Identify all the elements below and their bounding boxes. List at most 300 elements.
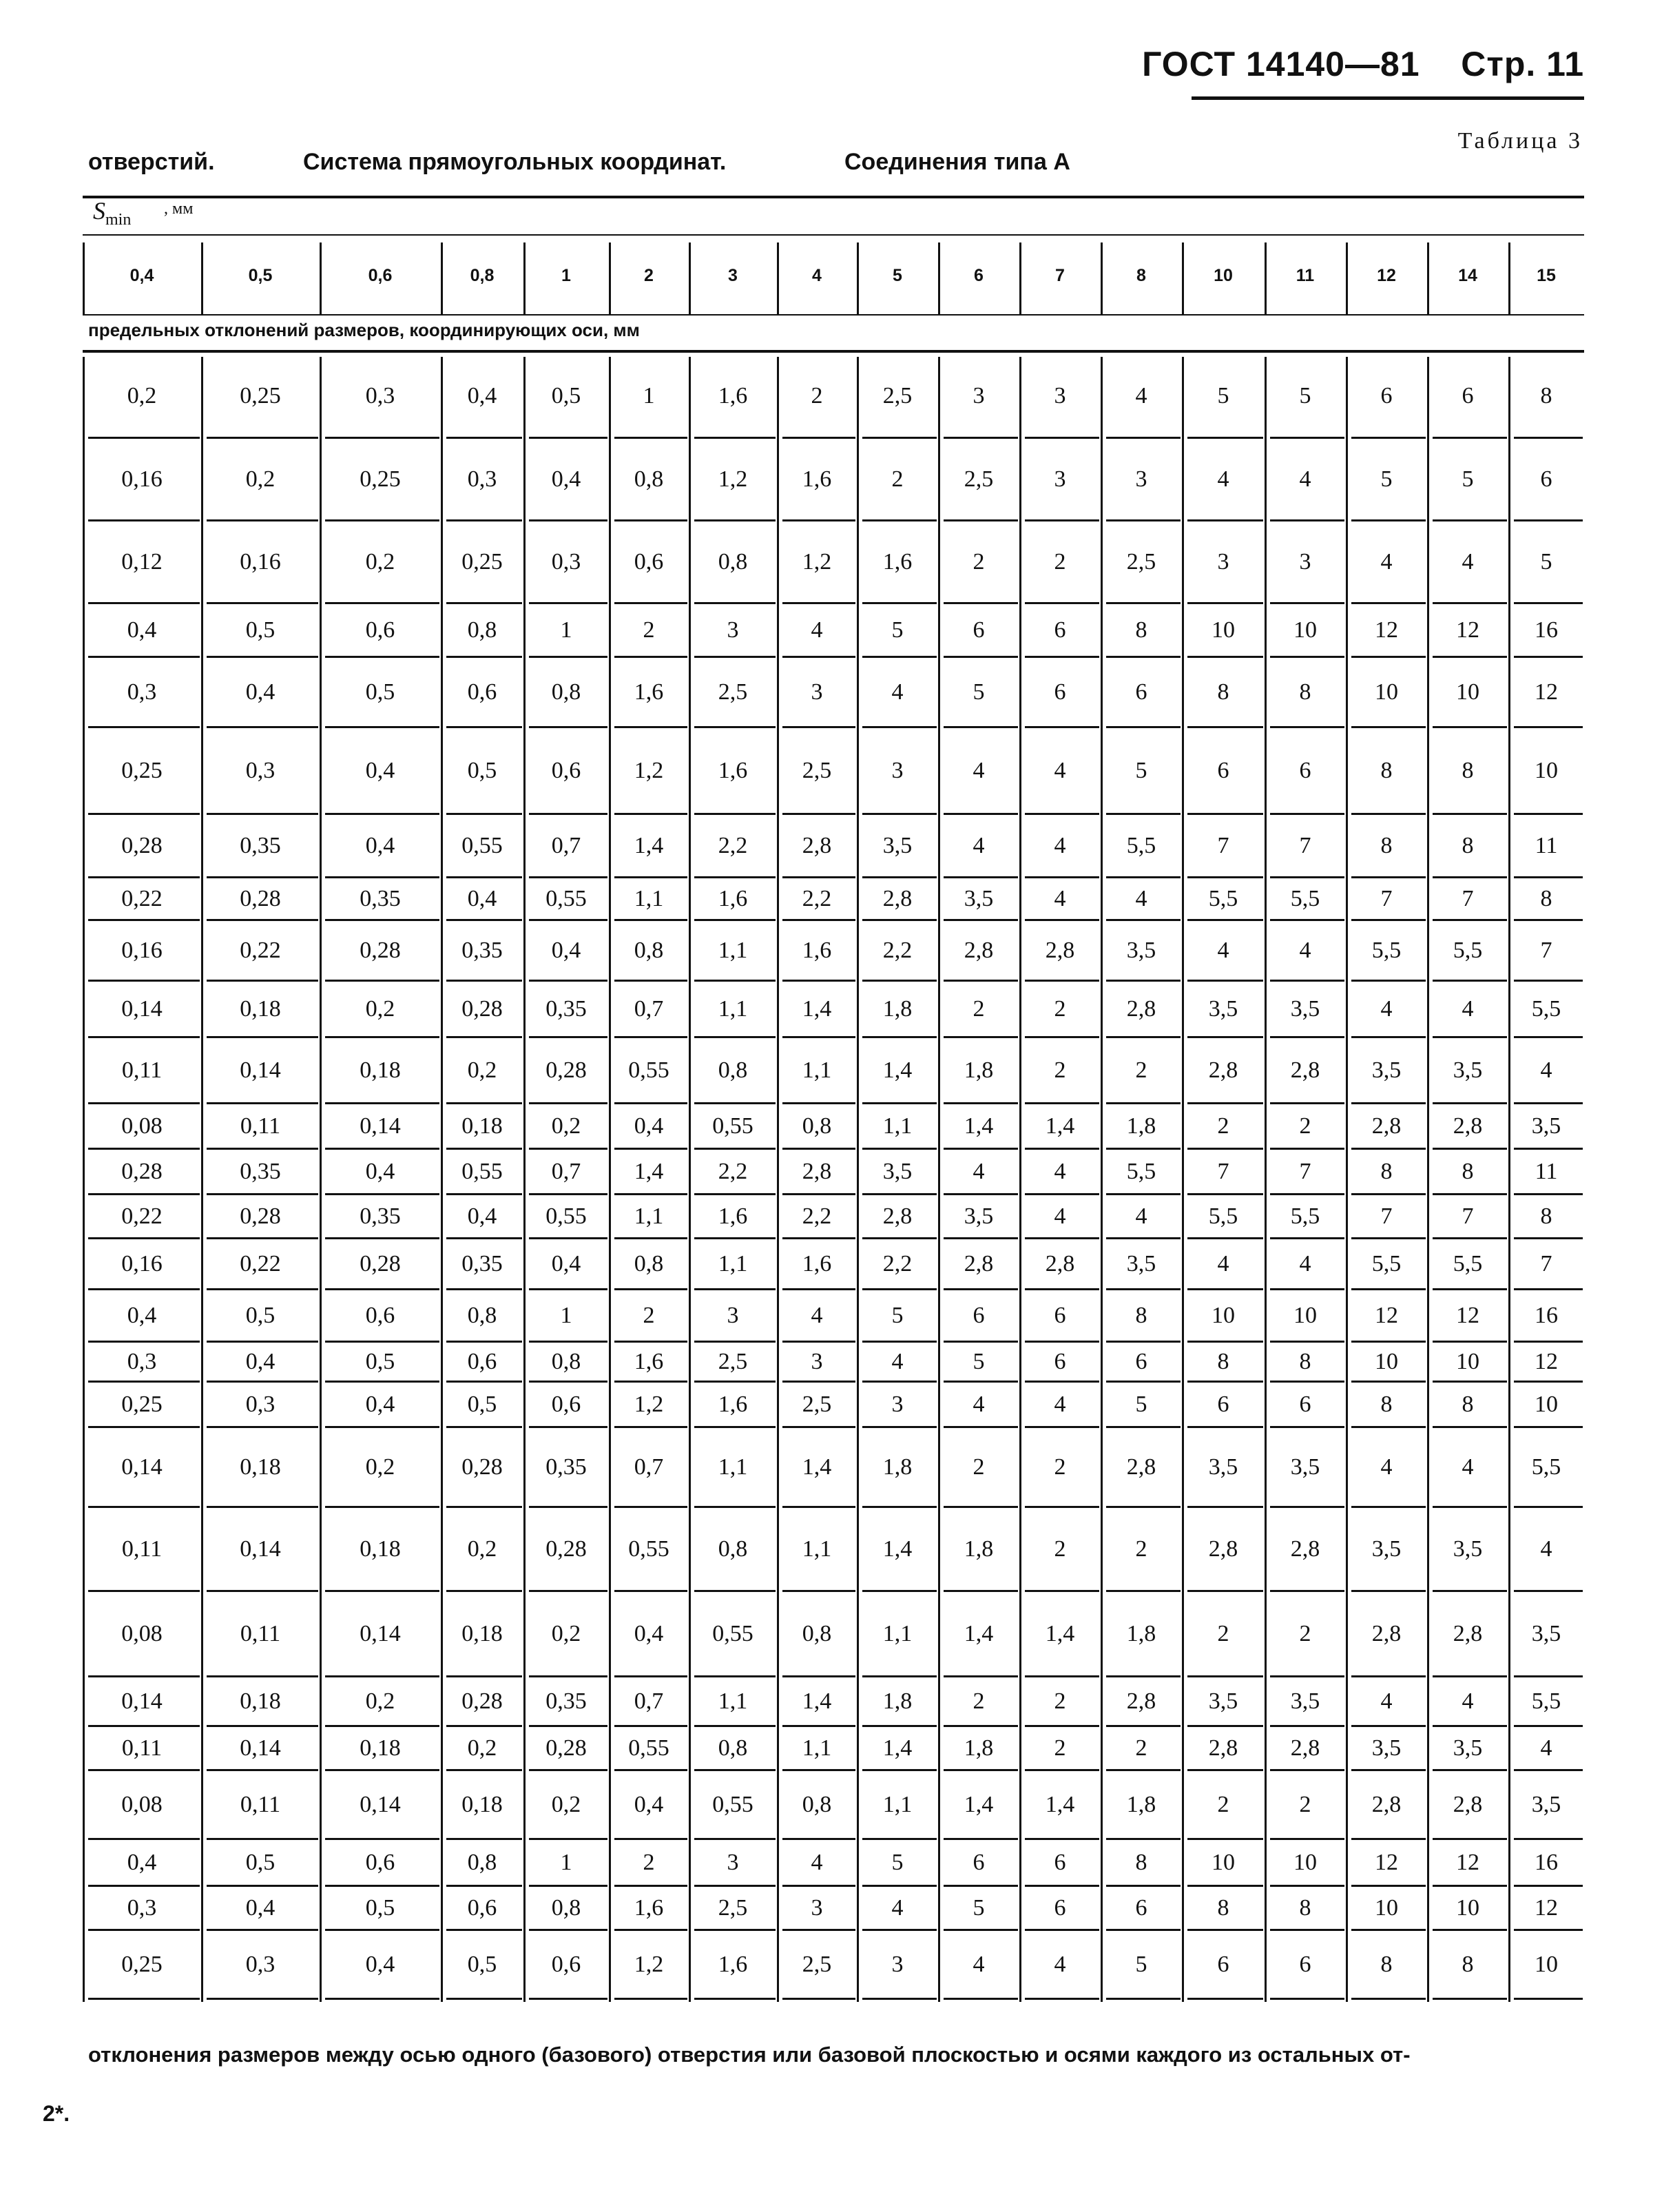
row-rule	[1187, 1506, 1263, 1508]
table-cell: 1,4	[802, 1454, 832, 1480]
row-rule	[1270, 1237, 1344, 1239]
row-rule	[1433, 1725, 1507, 1727]
row-rule	[1270, 1675, 1344, 1677]
row-rule	[325, 1341, 439, 1343]
table-cell: 0,55	[712, 1113, 753, 1139]
row-rule	[944, 437, 1018, 439]
row-rule	[88, 1288, 200, 1290]
table-cell: 2	[1054, 549, 1066, 575]
column-header-cell: 6	[974, 265, 984, 285]
row-rule	[614, 726, 687, 728]
row-rule	[1025, 1929, 1099, 1931]
table-cell: 1	[560, 1850, 572, 1875]
row-rule	[207, 1036, 318, 1038]
row-rule	[944, 1341, 1018, 1343]
row-rule	[529, 1288, 607, 1290]
table-cell: 6	[1217, 758, 1229, 783]
table-cell: 2,8	[802, 833, 832, 858]
table-cell: 12	[1535, 1349, 1558, 1374]
row-rule	[88, 656, 200, 658]
table-cell: 0,2	[365, 549, 395, 575]
table-cell: 0,2	[551, 1621, 581, 1646]
row-rule	[1187, 1675, 1263, 1677]
row-rule	[944, 1506, 1018, 1508]
table-cell: 3,5	[1371, 1536, 1402, 1562]
table-cell: 0,3	[365, 383, 395, 409]
row-rule	[529, 1675, 607, 1677]
column-divider	[777, 357, 779, 2002]
row-rule	[614, 1036, 687, 1038]
row-rule	[782, 876, 855, 878]
row-rule	[782, 1381, 855, 1383]
table-cell: 2	[973, 1454, 985, 1480]
row-rule	[529, 1237, 607, 1239]
table-cell: 1,8	[1126, 1113, 1156, 1139]
table-cell: 0,5	[245, 1850, 276, 1875]
row-rule	[782, 1675, 855, 1677]
table-cell: 3,5	[1531, 1113, 1561, 1139]
row-rule	[207, 1193, 318, 1195]
table-cell: 0,5	[365, 679, 395, 705]
row-rule	[325, 980, 439, 982]
table-cell: 8	[1380, 833, 1393, 858]
table-cell: 2,5	[718, 679, 748, 705]
row-rule	[694, 1426, 776, 1428]
smin-unit: , мм	[164, 200, 194, 218]
row-rule	[614, 919, 687, 921]
row-rule	[207, 1506, 318, 1508]
row-rule	[88, 602, 200, 604]
table-cell: 6	[1135, 679, 1147, 705]
row-rule	[1025, 1885, 1099, 1887]
row-rule	[88, 1725, 200, 1727]
table-cell: 0,8	[802, 1792, 832, 1817]
row-rule	[862, 1725, 937, 1727]
table-cell: 0,3	[245, 1392, 276, 1417]
row-rule	[782, 1237, 855, 1239]
table-cell: 0,8	[551, 1895, 581, 1921]
row-rule	[614, 656, 687, 658]
table-cell: 2,8	[1208, 1057, 1238, 1083]
table-cell: 4	[811, 1303, 823, 1328]
row-rule	[614, 1929, 687, 1931]
table-cell: 0,11	[240, 1621, 281, 1646]
row-rule	[614, 1675, 687, 1677]
row-rule	[529, 1998, 607, 2000]
row-rule	[1514, 1769, 1583, 1771]
table-cell: 0,4	[365, 1392, 395, 1417]
row-rule	[1514, 1998, 1583, 2000]
table-cell: 0,2	[467, 1057, 497, 1083]
table-cell: 0,6	[634, 549, 664, 575]
table-cell: 2,8	[1371, 1113, 1402, 1139]
table-cell: 0,16	[121, 938, 163, 963]
row-rule	[944, 1288, 1018, 1290]
row-rule	[1433, 1036, 1507, 1038]
row-rule	[1514, 602, 1583, 604]
header-column-divider	[83, 242, 85, 314]
row-rule	[446, 1341, 522, 1343]
row-rule	[529, 1426, 607, 1428]
row-rule	[1351, 1148, 1426, 1150]
table-cell: 2,2	[718, 833, 748, 858]
table-cell: 0,8	[467, 1850, 497, 1875]
row-rule	[1351, 813, 1426, 815]
row-rule	[944, 519, 1018, 521]
row-rule	[944, 1381, 1018, 1383]
row-rule	[1514, 1288, 1583, 1290]
column-header-cell: 1	[561, 265, 571, 285]
row-rule	[694, 1675, 776, 1677]
table-cell: 8	[1462, 833, 1474, 858]
row-rule	[88, 726, 200, 728]
table-cell: 4	[1217, 466, 1229, 492]
table-cell: 8	[1380, 1392, 1393, 1417]
table-cell: 3,5	[964, 1203, 994, 1229]
row-rule	[1433, 726, 1507, 728]
row-rule	[1187, 980, 1263, 982]
table-cell: 6	[1380, 383, 1393, 409]
row-rule	[207, 1426, 318, 1428]
table-cell: 0,4	[634, 1621, 664, 1646]
row-rule	[1270, 1148, 1344, 1150]
row-rule	[694, 919, 776, 921]
row-rule	[88, 876, 200, 878]
table-cell: 0,28	[121, 833, 163, 858]
row-rule	[944, 919, 1018, 921]
table-cell: 8	[1462, 1159, 1474, 1184]
row-rule	[1106, 1148, 1181, 1150]
row-rule	[1351, 1998, 1426, 2000]
table-cell: 0,28	[240, 1203, 281, 1229]
table-cell: 6	[1135, 1895, 1147, 1921]
table-cell: 5	[1135, 758, 1147, 783]
column-header-cell: 12	[1377, 265, 1396, 285]
table-cell: 3	[727, 1303, 739, 1328]
table-cell: 4	[1380, 1688, 1393, 1714]
row-rule	[207, 437, 318, 439]
table-cell: 2	[1299, 1113, 1311, 1139]
table-cell: 0,16	[121, 466, 163, 492]
table-cell: 3	[891, 758, 904, 783]
table-cell: 3,5	[1208, 1688, 1238, 1714]
row-rule	[782, 1929, 855, 1931]
table-cell: 0,8	[802, 1621, 832, 1646]
table-cell: 12	[1375, 1303, 1398, 1328]
table-cell: 1,2	[634, 758, 664, 783]
table-cell: 0,25	[121, 1952, 163, 1977]
table-cell: 6	[1217, 1952, 1229, 1977]
row-rule	[1270, 1929, 1344, 1931]
row-rule	[862, 876, 937, 878]
row-rule	[1351, 437, 1426, 439]
table-cell: 10	[1375, 1895, 1398, 1921]
table-cell: 0,18	[360, 1536, 401, 1562]
row-rule	[614, 1288, 687, 1290]
row-rule	[1187, 1148, 1263, 1150]
row-rule	[1514, 1148, 1583, 1150]
row-rule	[1270, 1341, 1344, 1343]
row-rule	[1106, 813, 1181, 815]
table-cell: 4	[1054, 1392, 1066, 1417]
row-rule	[1187, 1769, 1263, 1771]
table-cell: 5	[1135, 1392, 1147, 1417]
table-cell: 12	[1456, 1850, 1479, 1875]
row-rule	[446, 1725, 522, 1727]
table-cell: 4	[1540, 1057, 1552, 1083]
table-cell: 0,18	[360, 1057, 401, 1083]
table-cell: 0,3	[245, 1952, 276, 1977]
table-top-rule	[83, 196, 1584, 198]
row-rule	[862, 1506, 937, 1508]
table-cell: 3,5	[882, 833, 913, 858]
row-rule	[1106, 1506, 1181, 1508]
row-rule	[1351, 980, 1426, 982]
row-rule	[862, 602, 937, 604]
row-rule	[862, 1769, 937, 1771]
table-cell: 0,08	[121, 1792, 163, 1817]
table-cell: 2,2	[882, 1251, 913, 1276]
row-rule	[1187, 437, 1263, 439]
row-rule	[782, 519, 855, 521]
table-cell: 8	[1217, 1349, 1229, 1374]
table-cell: 0,11	[121, 1057, 163, 1083]
table-cell: 4	[891, 679, 904, 705]
table-cell: 10	[1456, 679, 1479, 705]
row-rule	[694, 1036, 776, 1038]
table-cell: 0,3	[551, 549, 581, 575]
row-rule	[325, 1769, 439, 1771]
row-rule	[1433, 1506, 1507, 1508]
table-cell: 4	[1380, 549, 1393, 575]
table-cell: 5	[1540, 549, 1552, 575]
table-cell: 1	[560, 617, 572, 643]
row-rule	[1106, 1675, 1181, 1677]
row-rule	[862, 726, 937, 728]
table-cell: 5,5	[1290, 886, 1320, 911]
table-cell: 0,12	[121, 549, 163, 575]
row-rule	[1433, 1838, 1507, 1840]
row-rule	[1514, 1193, 1583, 1195]
row-rule	[207, 813, 318, 815]
column-divider	[1101, 357, 1103, 2002]
table-cell: 3,5	[1290, 1454, 1320, 1480]
row-rule	[1270, 876, 1344, 878]
table-cell: 10	[1535, 1952, 1558, 1977]
table-cell: 2,8	[1290, 1057, 1320, 1083]
row-rule	[694, 1288, 776, 1290]
header-column-divider	[1182, 242, 1184, 314]
table-cell: 1,1	[882, 1792, 913, 1817]
table-cell: 0,35	[545, 996, 587, 1022]
row-rule	[1514, 1237, 1583, 1239]
row-rule	[782, 726, 855, 728]
row-rule	[1106, 1725, 1181, 1727]
header-column-divider	[1508, 242, 1510, 314]
table-cell: 10	[1456, 1349, 1479, 1374]
table-cell: 0,28	[545, 1536, 587, 1562]
row-rule	[325, 726, 439, 728]
row-rule	[1351, 1725, 1426, 1727]
row-rule	[207, 919, 318, 921]
header-column-divider	[777, 242, 779, 314]
table-cell: 0,25	[240, 383, 281, 409]
table-cell: 6	[1054, 1349, 1066, 1374]
table-cell: 0,2	[365, 996, 395, 1022]
table-cell: 0,7	[551, 833, 581, 858]
row-rule	[1025, 1506, 1099, 1508]
row-rule	[207, 1288, 318, 1290]
row-rule	[207, 1102, 318, 1104]
table-cell: 1,6	[718, 383, 748, 409]
table-cell: 16	[1535, 617, 1558, 643]
caption-right: Соединения типа А	[844, 149, 1070, 175]
row-rule	[446, 980, 522, 982]
table-cell: 1,8	[882, 996, 913, 1022]
table-cell: 7	[1540, 938, 1552, 963]
row-rule	[782, 1838, 855, 1840]
table-cell: 4	[1217, 938, 1229, 963]
table-cell: 2,2	[718, 1159, 748, 1184]
row-rule	[88, 1426, 200, 1428]
row-rule	[1351, 1288, 1426, 1290]
row-rule	[88, 813, 200, 815]
row-rule	[614, 1838, 687, 1840]
table-cell: 0,4	[634, 1792, 664, 1817]
row-rule	[1187, 1381, 1263, 1383]
table-cell: 5,5	[1126, 833, 1156, 858]
row-rule	[325, 1590, 439, 1592]
row-rule	[88, 1148, 200, 1150]
table-cell: 7	[1462, 1203, 1474, 1229]
table-cell: 2,8	[1208, 1536, 1238, 1562]
row-rule	[88, 1769, 200, 1771]
table-cell: 5,5	[1371, 938, 1402, 963]
table-cell: 5	[1135, 1952, 1147, 1977]
row-rule	[529, 919, 607, 921]
row-rule	[325, 656, 439, 658]
table-cell: 0,6	[551, 1952, 581, 1977]
row-rule	[1351, 1102, 1426, 1104]
row-rule	[944, 1769, 1018, 1771]
table-cell: 2,5	[1126, 549, 1156, 575]
row-rule	[1514, 726, 1583, 728]
table-cell: 1,1	[718, 938, 748, 963]
row-rule	[694, 813, 776, 815]
table-cell: 1,8	[964, 1057, 994, 1083]
table-cell: 12	[1456, 617, 1479, 643]
table-cell: 3,5	[964, 886, 994, 911]
row-rule	[446, 1148, 522, 1150]
row-rule	[782, 1725, 855, 1727]
row-rule	[1025, 1769, 1099, 1771]
row-rule	[1187, 1426, 1263, 1428]
row-rule	[944, 980, 1018, 982]
row-rule	[694, 1769, 776, 1771]
row-rule	[325, 1036, 439, 1038]
table-cell: 1,1	[802, 1536, 832, 1562]
row-rule	[1187, 726, 1263, 728]
table-cell: 0,4	[245, 1895, 276, 1921]
row-rule	[446, 876, 522, 878]
row-rule	[1351, 1237, 1426, 1239]
table-cell: 11	[1535, 1159, 1558, 1184]
table-cell: 5	[973, 1349, 985, 1374]
table-cell: 10	[1293, 1850, 1317, 1875]
row-rule	[1106, 1381, 1181, 1383]
row-rule	[614, 1725, 687, 1727]
row-rule	[614, 813, 687, 815]
row-rule	[1270, 1506, 1344, 1508]
table-cell: 3	[1054, 466, 1066, 492]
row-rule	[529, 1193, 607, 1195]
row-rule	[529, 1341, 607, 1343]
table-cell: 2,8	[964, 1251, 994, 1276]
table-cell: 0,4	[365, 1952, 395, 1977]
table-cell: 0,4	[245, 679, 276, 705]
row-rule	[446, 726, 522, 728]
row-rule	[1106, 1885, 1181, 1887]
row-rule	[1433, 980, 1507, 982]
row-rule	[1270, 1885, 1344, 1887]
row-rule	[207, 1675, 318, 1677]
table-cell: 0,8	[634, 938, 664, 963]
table-cell: 0,11	[240, 1792, 281, 1817]
row-rule	[944, 1885, 1018, 1887]
table-cell: 10	[1293, 617, 1317, 643]
row-rule	[1106, 437, 1181, 439]
row-rule	[862, 919, 937, 921]
row-rule	[782, 919, 855, 921]
table-cell: 5	[1217, 383, 1229, 409]
row-rule	[862, 1838, 937, 1840]
table-cell: 1,6	[802, 1251, 832, 1276]
row-rule	[529, 1381, 607, 1383]
table-cell: 5,5	[1453, 1251, 1483, 1276]
row-rule	[446, 1675, 522, 1677]
row-rule	[614, 980, 687, 982]
row-rule	[1025, 1288, 1099, 1290]
row-rule	[782, 1885, 855, 1887]
row-rule	[694, 519, 776, 521]
table-cell: 0,35	[360, 886, 401, 911]
table-cell: 8	[1462, 758, 1474, 783]
row-rule	[529, 1769, 607, 1771]
table-cell: 10	[1212, 617, 1235, 643]
table-cell: 0,18	[461, 1113, 503, 1139]
row-rule	[1433, 1426, 1507, 1428]
table-cell: 3,5	[1290, 996, 1320, 1022]
table-cell: 2	[643, 1850, 655, 1875]
row-rule	[1351, 1506, 1426, 1508]
row-rule	[1106, 1288, 1181, 1290]
table-cell: 2,8	[1126, 1454, 1156, 1480]
row-rule	[782, 1506, 855, 1508]
table-cell: 0,8	[551, 679, 581, 705]
row-rule	[862, 1590, 937, 1592]
row-rule	[944, 1725, 1018, 1727]
header-column-divider	[201, 242, 203, 314]
table-cell: 1,6	[718, 1392, 748, 1417]
table-number: Таблица 3	[1457, 128, 1583, 154]
row-rule	[694, 1590, 776, 1592]
table-cell: 16	[1535, 1850, 1558, 1875]
table-cell: 0,6	[467, 679, 497, 705]
table-cell: 6	[1054, 1303, 1066, 1328]
row-rule	[614, 437, 687, 439]
table-cell: 0,2	[467, 1536, 497, 1562]
table-cell: 5,5	[1531, 1688, 1561, 1714]
